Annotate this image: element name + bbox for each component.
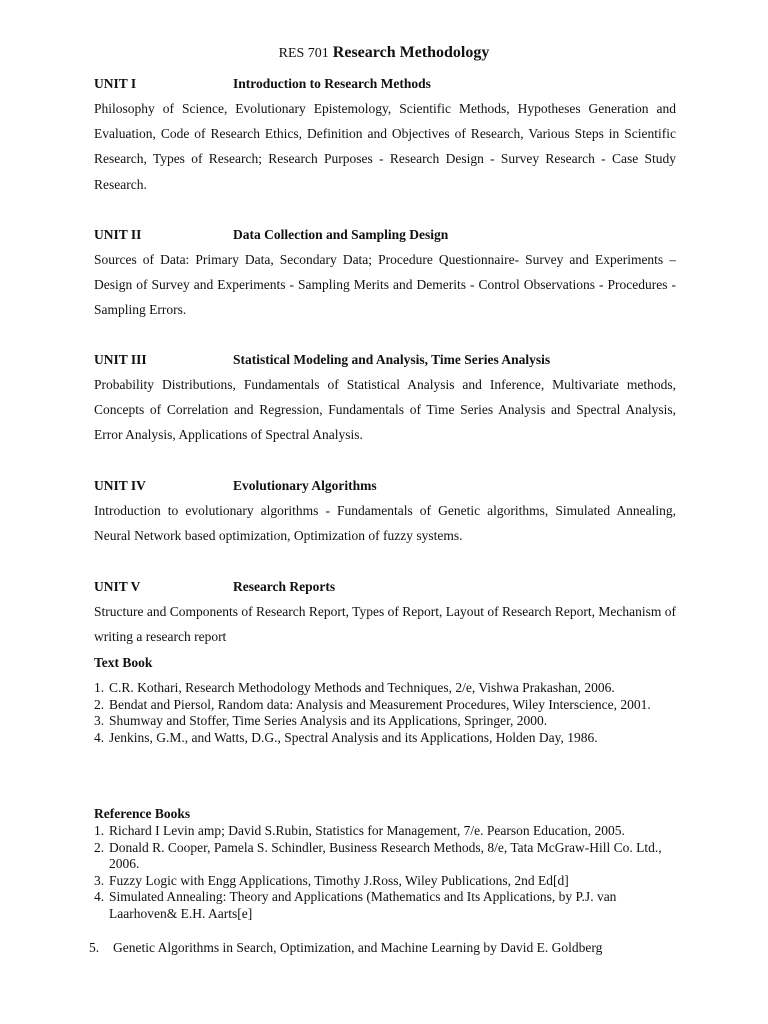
list-text: Jenkins, G.M., and Watts, D.G., Spectral Analysis and its Applications, Holden Day, 1986.	[109, 729, 598, 745]
list-item	[94, 713, 676, 730]
unit-title: Data Collection and Sampling Design	[233, 227, 449, 242]
unit-4-content: Introduction to evolutionary algorithms - Fundamentals of Genetic algorithms, Simulated Annealing, Neural Network based optimization, Optimization of fuzzy systems.	[94, 503, 676, 544]
list-text: Donald R. Cooper, Pamela S. Schindler, Business Research Methods, 8/e, Tata McGraw-Hill Co. Ltd., 2006.	[109, 839, 662, 871]
unit-1-heading	[94, 76, 676, 92]
unit-5-heading	[94, 579, 676, 595]
unit-3-heading	[94, 352, 676, 368]
unit-label: UNIT II	[94, 227, 142, 242]
list-number: 5.	[89, 940, 100, 955]
list-item	[94, 697, 676, 714]
list-text: Bendat and Piersol, Random data: Analysis and Measurement Procedures, Wiley Interscience, 2001.	[109, 696, 651, 712]
unit-label: UNIT III	[94, 352, 147, 367]
list-number: 1.	[94, 680, 105, 695]
list-text: Richard I Levin amp; David S.Rubin, Statistics for Management, 7/e. Pearson Education, 2005.	[109, 823, 625, 838]
unit-2-heading	[94, 227, 676, 243]
list-item	[94, 889, 676, 922]
reference-books-list	[94, 823, 676, 922]
text-book-heading: Text Book	[94, 655, 153, 670]
list-number: 4.	[94, 729, 105, 745]
list-text: Genetic Algorithms in Search, Optimization, and Machine Learning by David E. Goldberg	[113, 940, 603, 955]
unit-title: Introduction to Research Methods	[233, 76, 431, 91]
unit-2-content: Sources of Data: Primary Data, Secondary Data; Procedure Questionnaire- Survey and Experiments – Design of Survey and Experiments - Sampling Merits and Demerits - Control Observations - Procedures - Sampling Errors.	[94, 252, 676, 318]
list-text: Shumway and Stoffer, Time Series Analysis and its Applications, Springer, 2000.	[109, 713, 548, 728]
list-item	[94, 680, 676, 697]
list-number: 2.	[94, 839, 105, 855]
list-text: Simulated Annealing: Theory and Applications (Mathematics and Its Applications, by P.J. van Laarhoven& E.H. Aarts[e]	[109, 889, 617, 921]
course-title: Research Methodology	[332, 44, 490, 61]
unit-label: UNIT V	[94, 579, 141, 594]
list-number: 2.	[94, 696, 105, 712]
unit-title: Statistical Modeling and Analysis, Time Series Analysis	[233, 352, 551, 367]
unit-title: Evolutionary Algorithms	[233, 478, 377, 493]
list-text: Fuzzy Logic with Engg Applications, Timothy J.Ross, Wiley Publications, 2nd Ed[d]	[109, 872, 569, 888]
list-number: 3.	[94, 872, 105, 888]
list-number: 4.	[94, 889, 105, 904]
list-item	[94, 730, 676, 747]
unit-label: UNIT IV	[94, 478, 146, 493]
list-item	[89, 940, 679, 956]
list-text: C.R. Kothari, Research Methodology Methods and Techniques, 2/e, Vishwa Prakashan, 2006.	[109, 680, 615, 695]
list-item	[94, 873, 676, 890]
course-code: RES 701	[278, 46, 329, 61]
list-item	[94, 840, 676, 873]
page-title	[0, 44, 768, 62]
unit-5-content: Structure and Components of Research Report, Types of Report, Layout of Research Report, Mechanism of writing a research report	[94, 604, 676, 645]
unit-1-content: Philosophy of Science, Evolutionary Epistemology, Scientific Methods, Hypotheses Generation and Evaluation, Code of Research Ethics, Definition and Objectives of Research, Various Steps in Scientific Research, Types of Research; Research Purposes - Research Design - Survey Research - Case Study Research.	[94, 101, 676, 192]
unit-4-heading	[94, 478, 676, 494]
text-book-list	[94, 680, 676, 746]
reference-books-heading: Reference Books	[94, 806, 191, 821]
unit-3-content: Probability Distributions, Fundamentals of Statistical Analysis and Inference, Multivariate methods, Concepts of Correlation and Regression, Fundamentals of Time Series Analysis and Spectral Analysis, Error Analysis, Applications of Spectral Analysis.	[94, 377, 676, 443]
list-number: 1.	[94, 823, 105, 838]
list-item	[94, 823, 676, 840]
unit-title: Research Reports	[233, 579, 336, 594]
unit-label: UNIT I	[94, 76, 137, 91]
list-number: 3.	[94, 713, 105, 728]
